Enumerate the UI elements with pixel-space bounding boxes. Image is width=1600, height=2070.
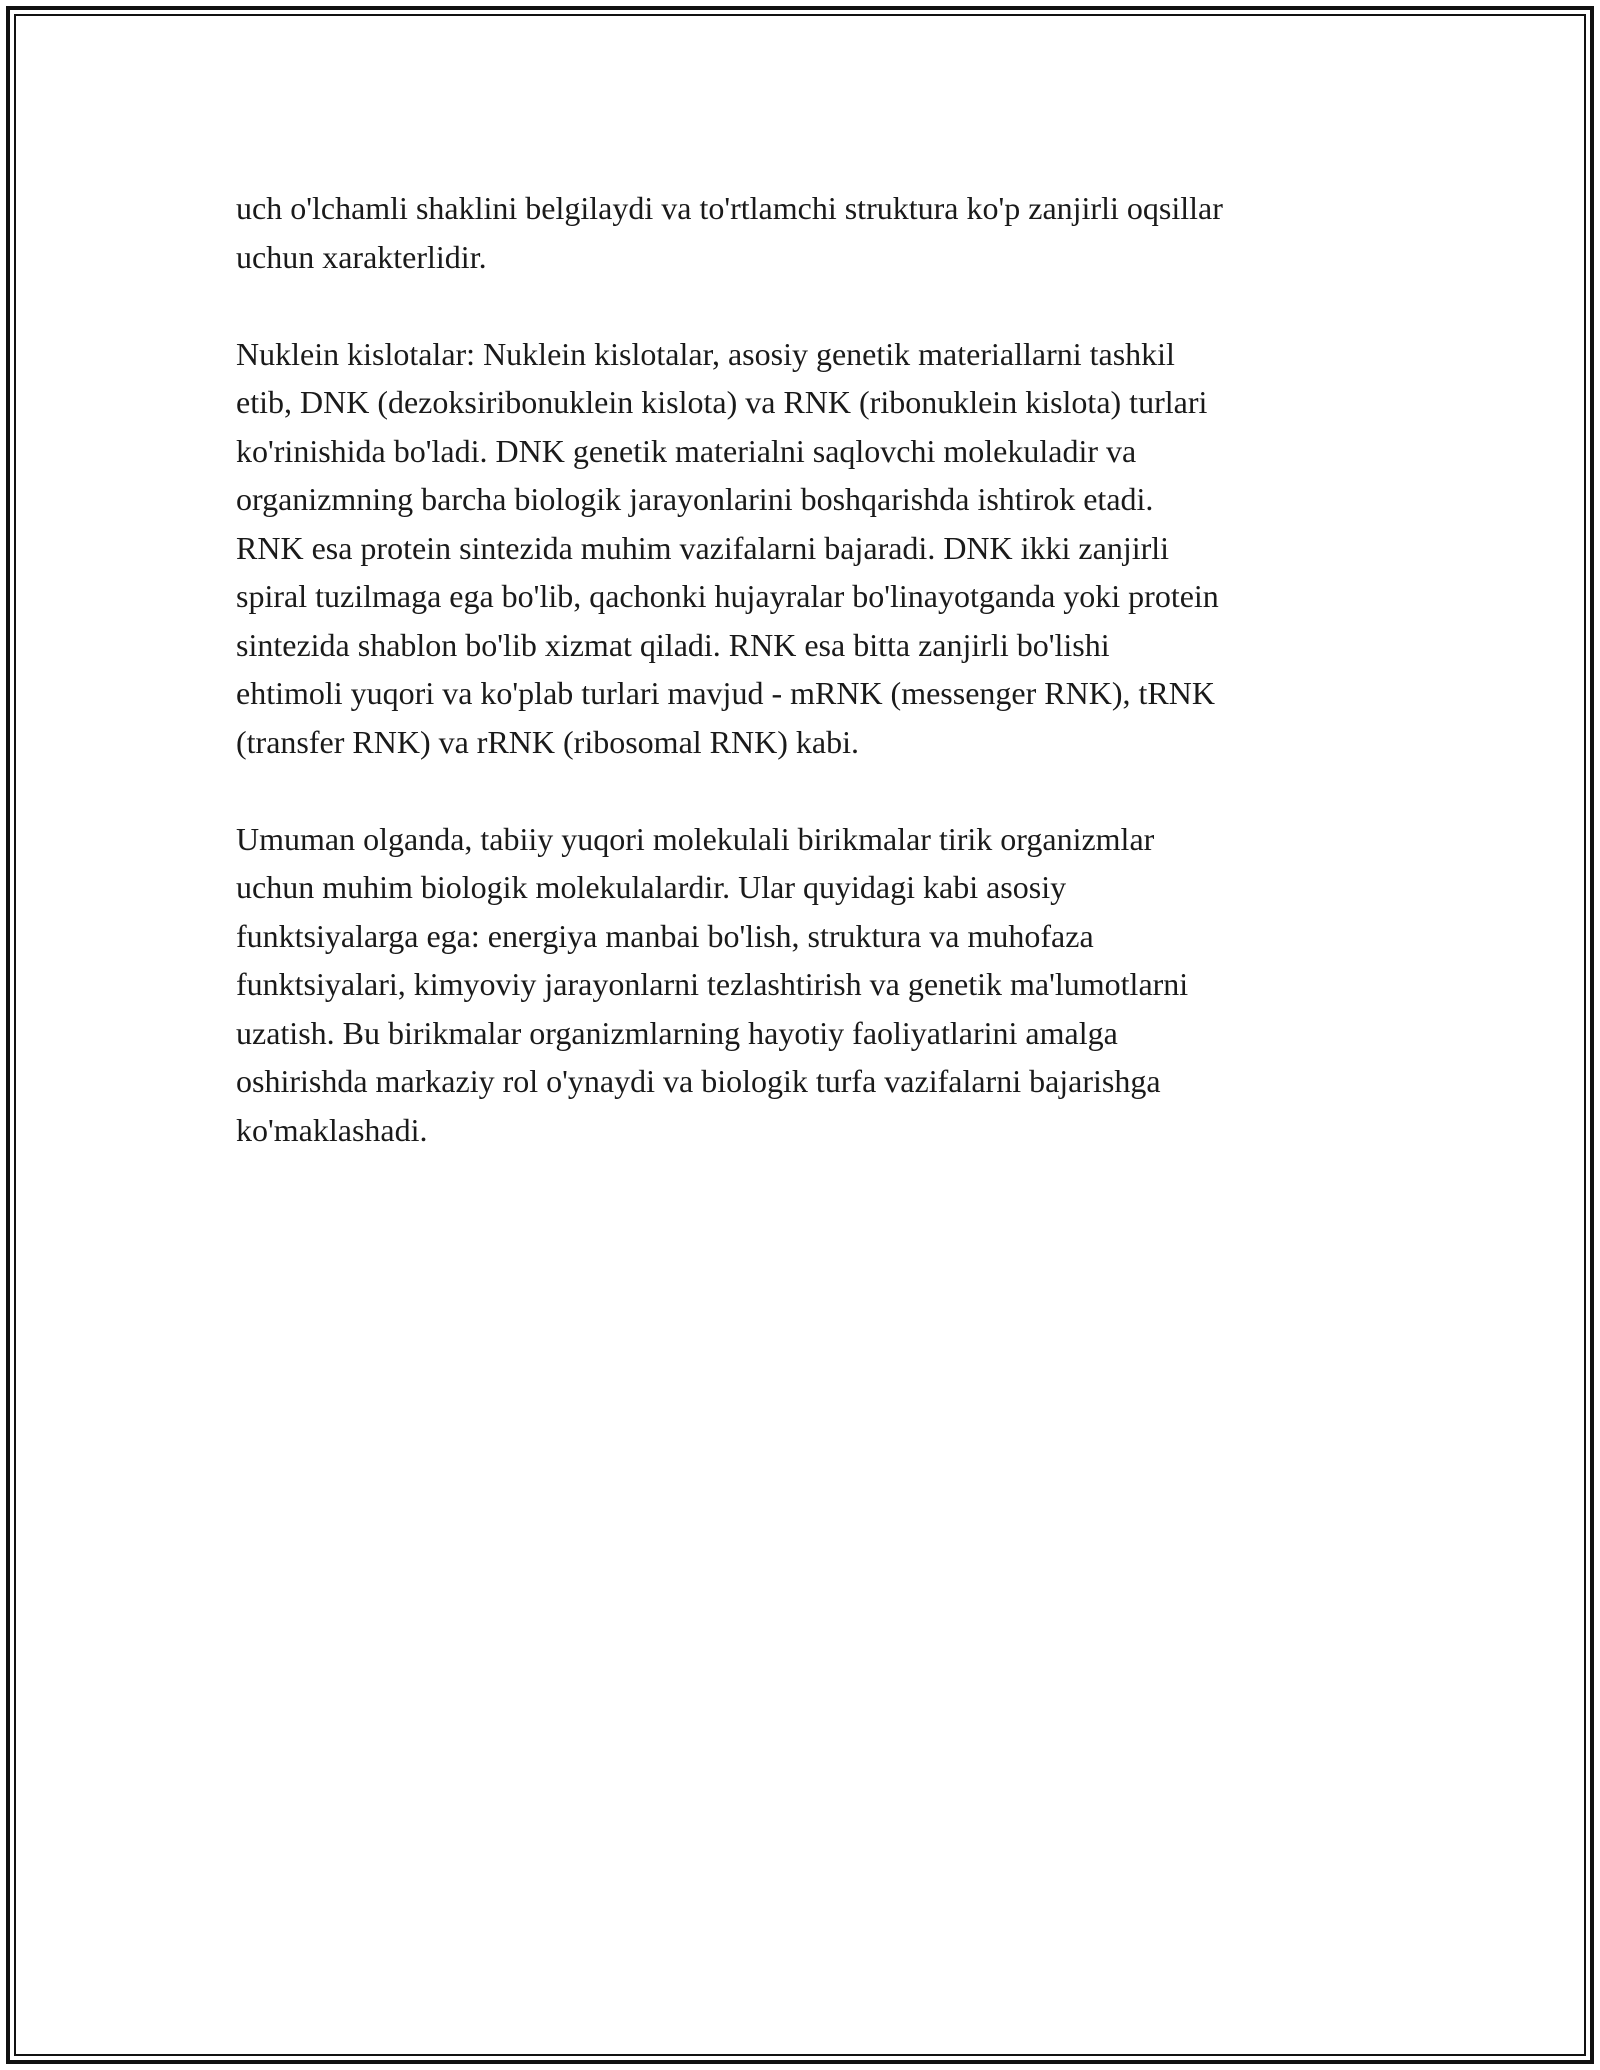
text-line: funktsiyalarga ega: energiya manbai bo'lish, struktura va muhofaza	[236, 917, 1094, 954]
text-line: spiral tuzilmaga ega bo'lib, qachonki hujayralar bo'linayotganda yoki protein	[236, 578, 1219, 614]
text-line: funktsiyalari, kimyoviy jarayonlarni tezlashtirish va genetik ma'lumotlarni	[236, 966, 1189, 1002]
document-body	[236, 184, 1386, 1203]
paragraph-protein-structure	[236, 184, 1386, 281]
text-line: uzatish. Bu birikmalar organizmlarning hayotiy faoliyatlarini amalga	[236, 1014, 1118, 1051]
text-line: ehtimoli yuqori va ko'plab turlari mavjud - mRNK (messenger RNK), tRNK	[236, 675, 1215, 711]
text-line: uchun muhim biologik molekulalardir. Ular quyidagi kabi asosiy	[236, 869, 1067, 905]
text-line: ko'rinishida bo'ladi. DNK genetik materialni saqlovchi molekuladir va	[236, 432, 1137, 469]
paragraph-nucleic-acids	[236, 330, 1386, 767]
text-line: Nuklein kislotalar: Nuklein kislotalar, asosiy genetik materiallarni tashkil	[236, 335, 1175, 372]
text-line: oshirishda markaziy rol o'ynaydi va biologik turfa vazifalarni bajarishga	[236, 1063, 1161, 1099]
text-line: ko'maklashadi.	[236, 1111, 428, 1148]
text-line: (transfer RNK) va rRNK (ribosomal RNK) kabi.	[236, 723, 859, 760]
text-line: etib, DNK (dezoksiribonuklein kislota) va RNK (ribonuklein kislota) turlari	[236, 384, 1208, 420]
text-line: uchun xarakterlidir.	[236, 238, 487, 275]
text-line: sintezida shablon bo'lib xizmat qiladi. RNK esa bitta zanjirli bo'lishi	[236, 626, 1110, 663]
paragraph-summary	[236, 815, 1386, 1155]
text-line: organizmning barcha biologik jarayonlarini boshqarishda ishtirok etadi.	[236, 481, 1154, 517]
text-line: uch o'lchamli shaklini belgilaydi va to'rtlamchi struktura ko'p zanjirli oqsillar	[236, 190, 1223, 226]
text-line: RNK esa protein sintezida muhim vazifalarni bajaradi. DNK ikki zanjirli	[236, 529, 1170, 566]
text-line: Umuman olganda, tabiiy yuqori molekulali birikmalar tirik organizmlar	[236, 820, 1155, 857]
